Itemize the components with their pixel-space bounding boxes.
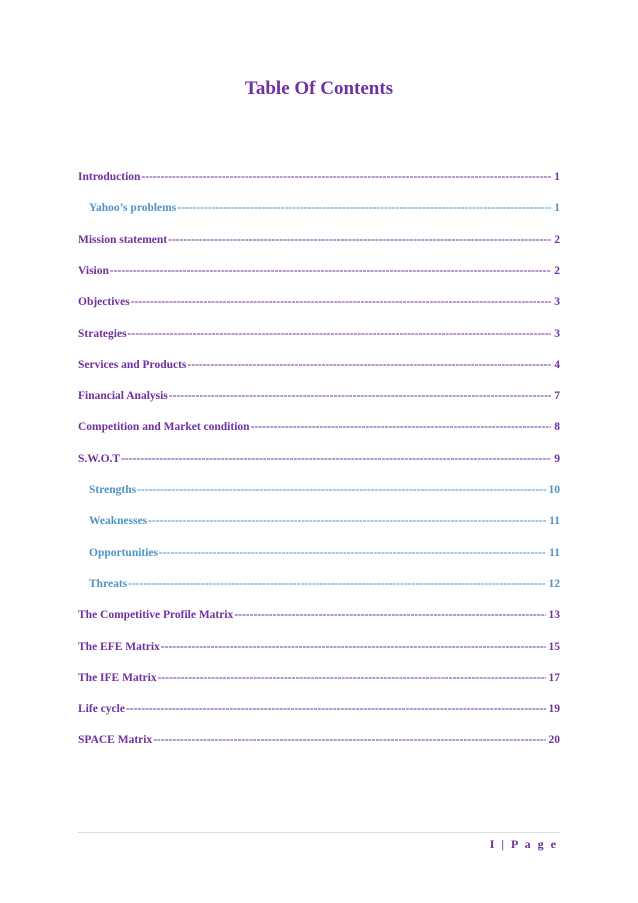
toc-leader xyxy=(168,232,551,248)
toc-leader xyxy=(126,701,546,717)
toc-entry[interactable] xyxy=(78,326,560,342)
toc-leader xyxy=(110,263,551,279)
toc-leader xyxy=(169,388,551,404)
toc-leader xyxy=(148,513,546,529)
page-title: Table Of Contents xyxy=(244,78,394,99)
toc-entry-page-number: 8 xyxy=(554,421,560,433)
toc-entry-label: Threats xyxy=(89,578,128,590)
toc-entry-label: The EFE Matrix xyxy=(78,641,160,653)
toc-leader xyxy=(251,419,552,435)
toc-entry[interactable] xyxy=(78,357,560,373)
toc-leader xyxy=(153,732,545,748)
toc-entry[interactable] xyxy=(78,451,560,467)
toc-entry-page-number: 15 xyxy=(548,641,560,653)
toc-entry-page-number: 3 xyxy=(554,328,560,340)
toc-entry-page-number: 11 xyxy=(549,515,560,527)
toc-leader xyxy=(121,451,551,467)
toc-entry-page-number: 3 xyxy=(554,296,560,308)
toc-entry[interactable] xyxy=(89,513,560,529)
toc-entry[interactable] xyxy=(78,388,560,404)
toc-leader xyxy=(137,482,545,498)
toc-entry-page-number: 20 xyxy=(548,734,560,746)
toc-leader xyxy=(159,545,546,561)
toc-entry-page-number: 12 xyxy=(548,578,560,590)
toc-entry-page-number: 13 xyxy=(548,609,560,621)
toc-entry-label: Life cycle xyxy=(78,703,125,715)
toc-entry[interactable] xyxy=(78,419,560,435)
toc-entry-page-number: 4 xyxy=(554,359,560,371)
toc-entry-label: Services and Products xyxy=(78,359,187,371)
toc-entry-page-number: 10 xyxy=(548,484,560,496)
toc-leader xyxy=(234,607,545,623)
toc-entry[interactable] xyxy=(89,576,560,592)
toc-leader xyxy=(187,357,551,373)
toc-entry-page-number: 1 xyxy=(554,171,560,183)
footer-divider xyxy=(78,832,560,833)
toc-entry-label: Yahoo’s problems xyxy=(89,202,177,214)
toc-entry-page-number: 2 xyxy=(554,265,560,277)
toc-entry[interactable] xyxy=(89,200,560,216)
toc-entry[interactable] xyxy=(78,294,560,310)
toc-entry-page-number: 1 xyxy=(554,202,560,214)
toc-entry-label: Mission statement xyxy=(78,234,168,246)
toc-entry[interactable] xyxy=(78,701,560,717)
toc-entry[interactable] xyxy=(78,732,560,748)
toc-leader xyxy=(158,670,546,686)
toc-entry[interactable] xyxy=(78,607,560,623)
toc-entry[interactable] xyxy=(78,232,560,248)
toc-entry-page-number: 7 xyxy=(554,390,560,402)
toc-entry-label: The Competitive Profile Matrix xyxy=(78,609,234,621)
toc-leader xyxy=(128,326,552,342)
toc-entry[interactable] xyxy=(89,482,560,498)
toc-leader xyxy=(177,200,551,216)
toc-entry-label: Vision xyxy=(78,265,109,277)
toc-entry-page-number: 17 xyxy=(548,672,560,684)
toc-entry-label: SPACE Matrix xyxy=(78,734,153,746)
toc-entry-label: Competition and Market condition xyxy=(78,421,250,433)
toc-entry-label: Introduction xyxy=(78,171,141,183)
toc-leader xyxy=(161,639,546,655)
toc-entry-page-number: 2 xyxy=(554,234,560,246)
toc-entry-label: Financial Analysis xyxy=(78,390,168,402)
toc-entry-label: Weaknesses xyxy=(89,515,148,527)
toc-entry-label: S.W.O.T xyxy=(78,453,121,465)
toc-entry[interactable] xyxy=(78,263,560,279)
page-footer: I | P a g e xyxy=(489,837,558,851)
toc-entry-label: Objectives xyxy=(78,296,130,308)
toc-entry-label: Strengths xyxy=(89,484,137,496)
toc-entry[interactable] xyxy=(89,545,560,561)
toc-entry[interactable] xyxy=(78,639,560,655)
toc-entry-page-number: 19 xyxy=(548,703,560,715)
toc-entry[interactable] xyxy=(78,670,560,686)
toc-entry[interactable] xyxy=(78,169,560,185)
toc-entry-page-number: 9 xyxy=(554,453,560,465)
toc-entry-page-number: 11 xyxy=(549,547,560,559)
toc-entry-label: The IFE Matrix xyxy=(78,672,157,684)
toc-leader xyxy=(131,294,552,310)
toc-entry-label: Strategies xyxy=(78,328,127,340)
toc-leader xyxy=(128,576,545,592)
toc-entry-label: Opportunities xyxy=(89,547,159,559)
toc-leader xyxy=(141,169,551,185)
